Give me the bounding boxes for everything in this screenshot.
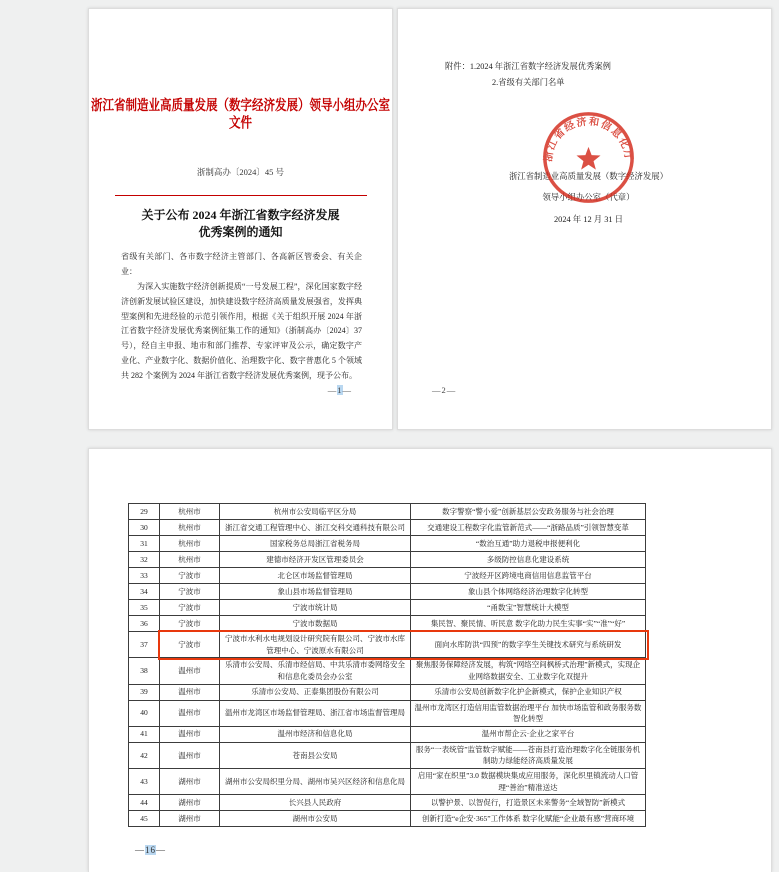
organization-cell: 宁波市数据局 [220, 616, 411, 632]
city-cell: 宁波市 [160, 568, 220, 584]
case-name-cell: 温州市帮企云·企业之家平台 [411, 727, 646, 743]
case-name-cell: 创新打造“e企安·365”工作体系 数字化赋能“企业最有感”营商环境 [411, 811, 646, 827]
organization-cell: 湖州市公安局织里分局、湖州市吴兴区经济和信息化局 [220, 769, 411, 795]
organization-cell: 乐清市公安局、正泰集团股份有限公司 [220, 685, 411, 701]
city-cell: 宁波市 [160, 632, 220, 658]
table-row [129, 769, 646, 795]
case-name-cell: “甬数宝”智慧统计大模型 [411, 600, 646, 616]
city-cell: 温州市 [160, 743, 220, 769]
case-name-cell: 以警护景、以智促行，打造景区未来警务“全域智防”新模式 [411, 795, 646, 811]
city-cell: 温州市 [160, 658, 220, 684]
seal-star [576, 147, 600, 170]
page-number-dash: — [327, 385, 338, 395]
document-title [89, 207, 392, 242]
case-name-cell: 数字警察“警小爱”创新基层公安政务服务与社会治理 [411, 504, 646, 520]
case-name-cell: 乐清市公安局创新数字化护企新模式，保护企业知识产权 [411, 685, 646, 701]
organization-cell: 浙江省交通工程管理中心、浙江交科交通科技有限公司 [220, 520, 411, 536]
page-number-dash: — [432, 385, 442, 395]
organization-cell: 温州市经济和信息化局 [220, 727, 411, 743]
page-number-dash: — [156, 845, 166, 855]
organization-cell: 国家税务总局浙江省税务局 [220, 536, 411, 552]
table-row [129, 520, 646, 536]
document-number: 浙制高办〔2024〕45 号 [196, 166, 285, 177]
case-name-cell: 启用“家在织里”3.0 数据模块集成应用服务，深化织里镇流动人口管理“善治”精准送达 [411, 769, 646, 795]
organization-cell: 宁波市统计局 [220, 600, 411, 616]
page-16 [88, 448, 772, 872]
city-cell: 杭州市 [160, 536, 220, 552]
city-cell: 温州市 [160, 685, 220, 701]
svg-text:浙江省经济和信息化厅: 浙江省经济和信息化厅 [543, 116, 634, 163]
case-name-cell: 温州市龙湾区打造信用监管数据治理平台 加快市场监管和政务服务数智化转型 [411, 701, 646, 727]
case-number-cell: 45 [129, 811, 160, 827]
attachment-list [445, 59, 771, 91]
organization-cell: 宁波市水利水电规划设计研究院有限公司、宁波市水库管理中心、宁波原水有限公司 [220, 632, 411, 658]
case-name-cell: 象山县个体网络经济治理数字化转型 [411, 584, 646, 600]
case-number-cell: 34 [129, 584, 160, 600]
case-number-cell: 29 [129, 504, 160, 520]
case-number-cell: 42 [129, 743, 160, 769]
case-number-cell: 40 [129, 701, 160, 727]
table-row [129, 795, 646, 811]
city-cell: 温州市 [160, 727, 220, 743]
page-number-dash: — [446, 385, 457, 395]
case-name-cell: 服务“一表统管”监管数字赋能——苍南县打造治理数字化全链服务机制助力绿能经济高质量发展 [411, 743, 646, 769]
issuer-line-2: 领导小组办公室（代章） [542, 193, 635, 203]
cases-table [128, 503, 646, 827]
organization-cell: 乐清市公安局、乐清市经信局、中共乐清市委网络安全和信息化委员会办公室 [220, 658, 411, 684]
table-row [129, 536, 646, 552]
page-number-dash: — [342, 385, 352, 395]
case-name-cell: “数治互通”助力退税申报便利化 [411, 536, 646, 552]
case-number-cell: 31 [129, 536, 160, 552]
table-row [129, 658, 646, 684]
page-number-1 [328, 385, 352, 395]
table-row [129, 811, 646, 827]
city-cell: 杭州市 [160, 504, 220, 520]
city-cell: 杭州市 [160, 520, 220, 536]
table-row [129, 568, 646, 584]
case-number-cell: 36 [129, 616, 160, 632]
body-paragraph: 为深入实施数字经济创新提质“一号发展工程”，深化国家数字经济创新发展试验区建设，加快建设数字经济高质量发展强省，发挥典型案例和先进经验的示范引领作用，根据《关于组织开展 2024 年浙江省数字经济发展优秀案例征集工作的通知》（浙制高办〔2024〕37 号），经自主申报、地市和部门推荐、专家评审及公示，确定数字产业化、产业数字化、数据价值化、治理数字化、数字普惠化 5 个领域共 282 个案例为 2024 年浙江省数字经济发展优秀案例，现予公布。 [121, 281, 362, 380]
city-cell: 湖州市 [160, 811, 220, 827]
city-cell: 宁波市 [160, 600, 220, 616]
page-1 [88, 8, 393, 430]
organization-cell: 温州市龙湾区市场监督管理局、浙江省市场监督管理局 [220, 701, 411, 727]
case-number-cell: 43 [129, 769, 160, 795]
page-number-digit: 16 [145, 845, 156, 855]
case-number-cell: 39 [129, 685, 160, 701]
red-divider [115, 195, 367, 196]
table-row [129, 727, 646, 743]
page-2 [397, 8, 772, 430]
case-name-cell: 多级防控信息化建设系统 [411, 552, 646, 568]
city-cell: 杭州市 [160, 552, 220, 568]
attachment-label: 附件： [445, 62, 470, 71]
case-name-cell: 面向水库防洪“四预”的数字孪生关键技术研究与系统研发 [411, 632, 646, 658]
case-name-cell: 交通建设工程数字化监管新范式——“浙路品质”引领智慧变革 [411, 520, 646, 536]
organization-cell: 杭州市公安局临平区分局 [220, 504, 411, 520]
case-name-cell: 宁波经开区跨境电商信用信息监管平台 [411, 568, 646, 584]
attachment-item-1: 1.2024 年浙江省数字经济发展优秀案例 [469, 62, 611, 71]
table-row [129, 616, 646, 632]
table-row [129, 504, 646, 520]
organization-cell: 建德市经济开发区管理委员会 [220, 552, 411, 568]
case-number-cell: 41 [129, 727, 160, 743]
case-name-cell: 聚焦服务保障经济发展，构筑“网络空间枫桥式治理”新模式，实现企业网络数据安全、工业数字化双提升 [411, 658, 646, 684]
page-number-2 [432, 385, 456, 395]
organization-cell: 长兴县人民政府 [220, 795, 411, 811]
table-row [129, 632, 646, 658]
document-title-line1: 关于公布 2024 年浙江省数字经济发展 [141, 207, 340, 222]
page-number-digit: 1 [337, 385, 343, 395]
table-row [129, 685, 646, 701]
official-letterhead: 浙江省制造业高质量发展（数字经济发展）领导小组办公室文件 [91, 98, 390, 131]
page-number-digit: 2 [441, 385, 447, 395]
city-cell: 宁波市 [160, 616, 220, 632]
city-cell: 宁波市 [160, 584, 220, 600]
organization-cell: 北仑区市场监督管理局 [220, 568, 411, 584]
table-row [129, 584, 646, 600]
organization-cell: 苍南县公安局 [220, 743, 411, 769]
organization-cell: 象山县市场监督管理局 [220, 584, 411, 600]
case-number-cell: 44 [129, 795, 160, 811]
table-row [129, 743, 646, 769]
page-number-dash: — [135, 845, 145, 855]
case-number-cell: 32 [129, 552, 160, 568]
issue-date: 2024 年 12 月 31 日 [553, 214, 624, 224]
case-name-cell: 集民智、聚民情、听民意 数字化助力民生实事“实”“准”“好” [411, 616, 646, 632]
issuer-line-1: 浙江省制造业高质量发展（数字经济发展） [508, 172, 669, 181]
table-row [129, 701, 646, 727]
page-number-16 [135, 845, 166, 855]
attachment-item-2: 2.省级有关部门名单 [492, 77, 565, 87]
case-number-cell: 30 [129, 520, 160, 536]
table-row [129, 552, 646, 568]
official-seal-icon [540, 109, 637, 206]
table-row [129, 600, 646, 616]
case-number-cell: 33 [129, 568, 160, 584]
document-title-line2: 优秀案例的通知 [198, 224, 283, 239]
attachment-line-1 [445, 59, 771, 75]
organization-cell: 湖州市公安局 [220, 811, 411, 827]
city-cell: 温州市 [160, 701, 220, 727]
city-cell: 湖州市 [160, 795, 220, 811]
case-number-cell: 38 [129, 658, 160, 684]
document-body [121, 250, 362, 383]
case-number-cell: 35 [129, 600, 160, 616]
city-cell: 湖州市 [160, 769, 220, 795]
salutation: 省级有关部门、各市数字经济主管部门、各高新区管委会、有关企业： [121, 252, 362, 277]
case-number-cell: 37 [129, 632, 160, 658]
